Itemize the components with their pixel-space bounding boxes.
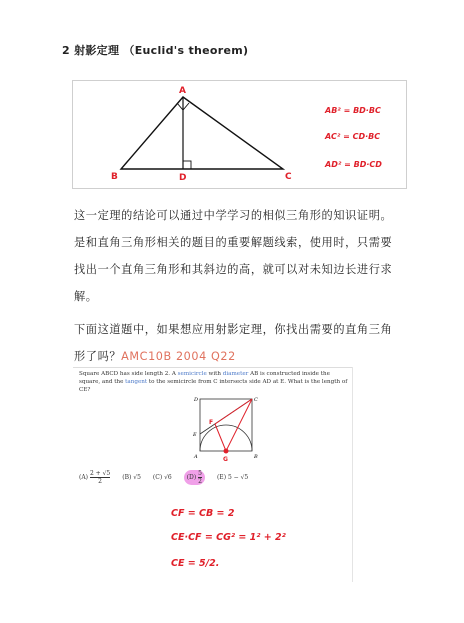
- choice-e[interactable]: (E) 5 − √5: [216, 474, 249, 481]
- square-semicircle-diagram: [185, 393, 275, 463]
- point-g: [224, 449, 229, 454]
- question-paragraph: [74, 316, 394, 370]
- note-ce-result: CE = 5/2.: [171, 558, 220, 569]
- answer-choices: [79, 470, 349, 485]
- label-c: C: [254, 397, 258, 403]
- label-a: A: [194, 454, 198, 460]
- tangent-link[interactable]: tangent: [125, 379, 148, 385]
- explanation-paragraph: 这一定理的结论可以通过中学学习的相似三角形的知识证明。是和直角三角形相关的题目的重要解题线索，使用时，只需要找出一个直角三角形和其斜边的高，就可以对未知边长进行求解。: [74, 209, 393, 303]
- euclid-theorem-figure: [72, 80, 407, 189]
- question-text: 下面这道题中，如果想应用射影定理，你找出需要的直角三角形了吗？: [74, 323, 393, 363]
- right-triangle-diagram: [73, 81, 406, 188]
- problem-source-link[interactable]: AMC10B 2004 Q22: [121, 350, 236, 363]
- section-heading: 2 射影定理 （Euclid's theorem): [62, 44, 249, 57]
- note-ce-cf: CE·CF = CG² = 1² + 2²: [171, 532, 286, 543]
- label-g: G: [223, 456, 228, 463]
- choice-c[interactable]: (C) √6: [152, 474, 172, 481]
- label-e: E: [193, 432, 197, 438]
- amc-problem-figure: [73, 367, 352, 583]
- vertex-c-label: C: [285, 172, 292, 182]
- label-f: F: [209, 419, 214, 426]
- label-d: D: [194, 397, 199, 403]
- vertex-d-label: D: [179, 173, 187, 183]
- label-b: B: [254, 454, 258, 460]
- line-cf: [215, 399, 252, 424]
- formula-ab: AB² = BD·BC: [325, 106, 381, 115]
- vertex-b-label: B: [111, 172, 118, 182]
- formula-ac: AC² = CD·BC: [325, 132, 381, 141]
- formula-ad: AD² = BD·CD: [325, 160, 382, 169]
- vertex-a-label: A: [179, 86, 186, 96]
- diameter-link[interactable]: diameter: [222, 371, 249, 377]
- figure-right-border: [352, 367, 353, 582]
- triangle-abc: [121, 97, 283, 169]
- line-fg: [215, 424, 226, 451]
- choice-d[interactable]: (D) $\frac{5}{2}$: [184, 470, 205, 485]
- semicircle-link[interactable]: semicircle: [177, 371, 207, 377]
- problem-statement: Square ABCD has side length 2. A semicircle with diameter AB is constructed inside the square, and the tangent to the semicircle from C intersects side AD at E. What is the length of CE?: [79, 371, 348, 393]
- right-angle-mark-d: [183, 161, 191, 169]
- choice-b[interactable]: (B) √5: [122, 474, 141, 481]
- choice-a[interactable]: (A) $\frac{2 + √5}{2}$: [79, 470, 111, 485]
- note-cf-cb: CF = CB = 2: [171, 508, 235, 519]
